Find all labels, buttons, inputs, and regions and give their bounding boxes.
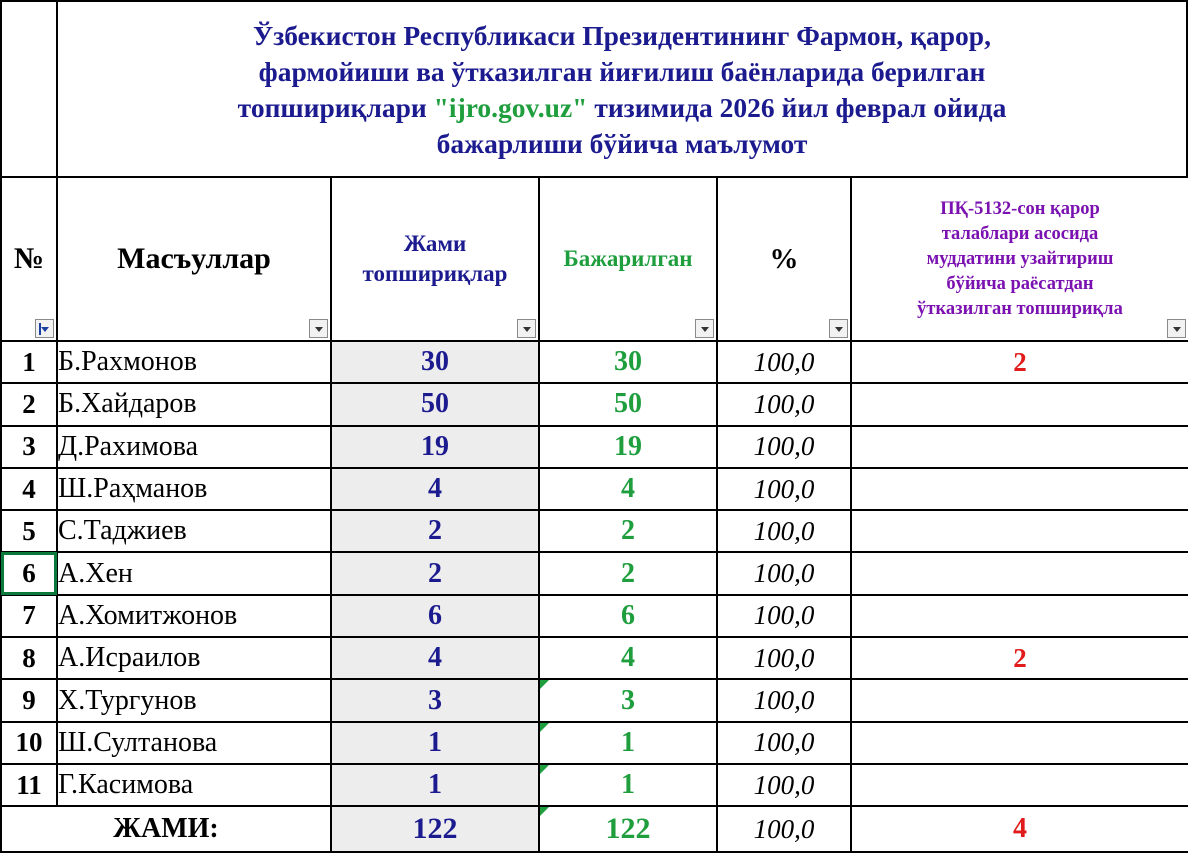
row-responsible: Ш.Раҳманов — [57, 468, 331, 510]
row-completed: 4 — [539, 637, 717, 679]
table-row[interactable] — [1, 722, 1188, 764]
row-completed: 2 — [539, 552, 717, 594]
row-responsible: Б.Хайдаров — [57, 383, 331, 425]
header-extended-line-5: ўтказилган топшириқла — [917, 298, 1123, 319]
row-responsible: Х.Тургунов — [57, 679, 331, 721]
header-cell-completed — [539, 177, 717, 341]
table-row[interactable] — [1, 341, 1188, 383]
row-extended — [851, 468, 1188, 510]
row-extended: 2 — [851, 637, 1188, 679]
filter-button-percent[interactable] — [829, 319, 848, 338]
title-line-2: фармойиши ва ўтказилган йиғилиш баёнларида берилган — [258, 56, 986, 87]
chevron-down-icon — [41, 327, 49, 332]
filter-button-extended[interactable] — [1167, 319, 1186, 338]
row-number: 7 — [1, 595, 57, 637]
row-completed: 4 — [539, 468, 717, 510]
row-responsible: Д.Рахимова — [57, 426, 331, 468]
row-number: 4 — [1, 468, 57, 510]
row-number: 8 — [1, 637, 57, 679]
row-number: 2 — [1, 383, 57, 425]
row-extended — [851, 595, 1188, 637]
row-extended — [851, 552, 1188, 594]
row-percent: 100,0 — [717, 552, 851, 594]
header-total-line-1: Жами — [403, 231, 467, 256]
total-percent: 100,0 — [717, 806, 851, 852]
header-percent-label: % — [769, 242, 799, 275]
header-completed-label: Бажарилган — [563, 246, 693, 271]
header-number-label: № — [13, 242, 45, 275]
row-total-tasks: 4 — [331, 637, 539, 679]
row-extended — [851, 383, 1188, 425]
row-number: 11 — [1, 764, 57, 806]
row-percent: 100,0 — [717, 341, 851, 383]
row-number: 10 — [1, 722, 57, 764]
report-title-block — [0, 0, 1188, 176]
row-number: 9 — [1, 679, 57, 721]
row-total-tasks: 19 — [331, 426, 539, 468]
row-percent: 100,0 — [717, 764, 851, 806]
header-extended-line-4: бўйича раёсатдан — [946, 273, 1094, 294]
row-responsible: Ш.Султанова — [57, 722, 331, 764]
filter-button-responsible[interactable] — [309, 319, 328, 338]
row-percent: 100,0 — [717, 722, 851, 764]
chevron-down-icon — [835, 327, 843, 332]
row-number: 3 — [1, 426, 57, 468]
row-responsible: А.Исраилов — [57, 637, 331, 679]
table-row[interactable] — [1, 426, 1188, 468]
header-cell-responsible — [57, 177, 331, 341]
total-label: ЖАМИ: — [1, 806, 331, 852]
title-line-3 — [238, 90, 1007, 126]
filter-button-total-tasks[interactable] — [517, 319, 536, 338]
row-percent: 100,0 — [717, 383, 851, 425]
row-responsible: А.Хен — [57, 552, 331, 594]
row-percent: 100,0 — [717, 637, 851, 679]
row-extended — [851, 764, 1188, 806]
row-completed: 1 — [539, 764, 717, 806]
header-cell-extended — [851, 177, 1188, 341]
row-responsible: С.Таджиев — [57, 510, 331, 552]
row-total-tasks: 30 — [331, 341, 539, 383]
row-total-tasks: 50 — [331, 383, 539, 425]
page-title — [238, 18, 1007, 162]
row-percent: 100,0 — [717, 426, 851, 468]
header-total-line-2: топшириқлар — [362, 261, 508, 286]
row-total-tasks: 6 — [331, 595, 539, 637]
row-percent: 100,0 — [717, 510, 851, 552]
table-row[interactable] — [1, 637, 1188, 679]
header-cell-total-tasks — [331, 177, 539, 341]
row-percent: 100,0 — [717, 595, 851, 637]
row-completed: 2 — [539, 510, 717, 552]
row-extended — [851, 679, 1188, 721]
table-header-row — [1, 177, 1188, 341]
table-row[interactable] — [1, 552, 1188, 594]
total-completed: 122 — [539, 806, 717, 852]
row-percent: 100,0 — [717, 679, 851, 721]
title-line-4: бажарлиши бўйича маълумот — [436, 128, 808, 159]
row-completed: 19 — [539, 426, 717, 468]
row-completed: 3 — [539, 679, 717, 721]
row-completed: 50 — [539, 383, 717, 425]
row-total-tasks: 1 — [331, 764, 539, 806]
title-system-link: "ijro.gov.uz" — [433, 92, 588, 123]
row-completed: 1 — [539, 722, 717, 764]
title-line-3-c: тизимида 2026 йил феврал ойида — [587, 92, 1007, 123]
row-extended — [851, 510, 1188, 552]
row-responsible: Г.Касимова — [57, 764, 331, 806]
header-cell-percent — [717, 177, 851, 341]
title-text-wrapper — [58, 2, 1186, 176]
header-extended-line-1: ПҚ-5132-сон қарор — [940, 198, 1100, 219]
row-extended: 2 — [851, 341, 1188, 383]
total-total-tasks: 122 — [331, 806, 539, 852]
header-responsible-label: Масъуллар — [117, 242, 271, 275]
row-number: 1 — [1, 341, 57, 383]
total-extended: 4 — [851, 806, 1188, 852]
row-total-tasks: 2 — [331, 510, 539, 552]
row-total-tasks: 2 — [331, 552, 539, 594]
row-total-tasks: 3 — [331, 679, 539, 721]
table-row[interactable] — [1, 510, 1188, 552]
row-completed: 6 — [539, 595, 717, 637]
title-left-gutter — [2, 2, 58, 176]
row-completed: 30 — [539, 341, 717, 383]
table-row[interactable] — [1, 383, 1188, 425]
table-row[interactable] — [1, 468, 1188, 510]
filter-button-number[interactable] — [35, 319, 54, 338]
chevron-down-icon — [523, 327, 531, 332]
chevron-down-icon — [701, 327, 709, 332]
header-extended-line-3: муддатини узайтириш — [926, 248, 1114, 269]
row-number: 5 — [1, 510, 57, 552]
row-responsible: А.Хомитжонов — [57, 595, 331, 637]
table-row[interactable] — [1, 679, 1188, 721]
row-responsible: Б.Рахмонов — [57, 341, 331, 383]
chevron-down-icon — [1173, 327, 1181, 332]
table-total-row[interactable] — [1, 806, 1188, 852]
row-number: 6 — [1, 552, 57, 594]
filter-button-completed[interactable] — [695, 319, 714, 338]
chevron-down-icon — [315, 327, 323, 332]
header-extended-line-2: талаблари асосида — [941, 223, 1099, 244]
header-cell-number — [1, 177, 57, 341]
row-extended — [851, 426, 1188, 468]
row-total-tasks: 4 — [331, 468, 539, 510]
report-table — [0, 176, 1188, 853]
table-row[interactable] — [1, 595, 1188, 637]
row-total-tasks: 1 — [331, 722, 539, 764]
title-line-3-a: топшириқлари — [237, 92, 434, 123]
row-percent: 100,0 — [717, 468, 851, 510]
row-extended — [851, 722, 1188, 764]
title-line-1: Ўзбекистон Республикаси Президентининг Фармон, қарор, — [253, 20, 991, 51]
table-row[interactable] — [1, 764, 1188, 806]
